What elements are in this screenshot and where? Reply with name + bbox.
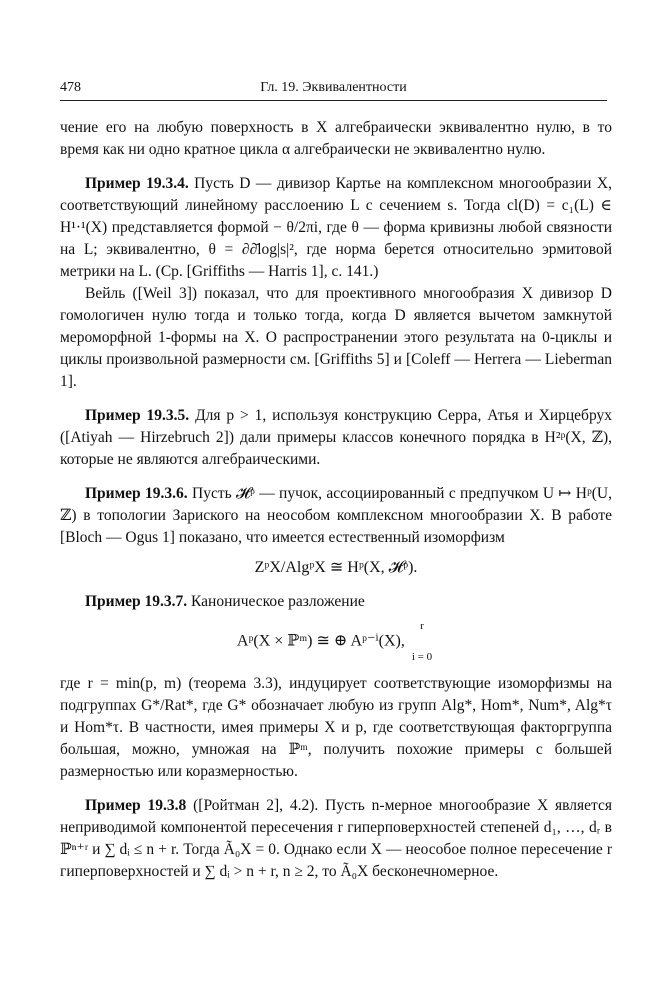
running-header [60, 78, 607, 101]
formula-decomposition [60, 621, 612, 663]
example-19-3-8 [60, 795, 612, 883]
paragraph-decomposition-explanation: где r = min(p, m) (теорема 3.3), индуцирует соответствующие изоморфизмы на подгруппах G*/Rat*, где G* обозначает любую из групп Alg*, Hom*, Num*, Alg*τ и Hom*τ. В частности, имея примеры X и p, где соответствующая факторгруппа большая, можно, умножая на ℙᵐ, получить похожие примеры с большей размерностью или коразмерностью. [60, 675, 612, 780]
example-label: Пример 19.3.6. [85, 485, 188, 502]
example-text: Каноническое разложение [187, 593, 365, 610]
example-19-3-5 [60, 405, 612, 471]
example-text: Пусть 𝓗ᵖ — пучок, ассоциированный с предпучком U ↦ Hᵖ(U, ℤ) в топологии Зариского на неособом комплексном многообразии X. В работе [Bloch — Ogus 1] показано, что имеется естественный изоморфизм [60, 485, 612, 546]
example-label: Пример 19.3.7. [85, 593, 188, 610]
example-text: Пусть D — дивизор Картье на комплексном многообразии X, соответствующий линейному расслоению L с сечением s. Тогда cl(D) = c₁(L) ∈ H¹·¹(X) представляется формой − θ/2πi, где θ — форма кривизны любой связности на L; эквивалентно, θ = ∂∂̄log|s|², где норма берется относительно эрмитовой метрики на L. (Ср. [Griffiths — Harris 1], с. 141.) [60, 175, 612, 280]
formula-text: Aᵖ(X × ℙᵐ) ≅ ⊕ Aᵖ⁻ⁱ(X), [236, 632, 405, 650]
oplus-icon [412, 632, 432, 652]
example-text: ([Ройтман 2], 4.2). Пусть n-мерное многообразие X является неприводимой компонентой пересечения r гиперповерхностей степеней d₁, …, dᵣ в ℙⁿ⁺ʳ и ∑ dᵢ ≤ n + r. Тогда Ã₀X = 0. Однако если X — неособое полное пересечение r гиперповерхностей и ∑ dᵢ > n + r, n ≥ 2, то Ã₀X бесконечномерное. [60, 797, 613, 880]
paragraph-continuation: чение его на любую поверхность в X алгебраически эквивалентно нулю, в то время как ни одно кратное цикла α алгебраически не эквивалентно нулю. [60, 119, 612, 158]
example-label: Пример 19.3.5. [85, 407, 190, 424]
sum-limits [412, 621, 432, 663]
example-19-3-7 [60, 591, 612, 613]
running-title: Гл. 19. Эквивалентности [260, 80, 407, 95]
example-19-3-4 [60, 173, 612, 283]
paragraph-weil: Вейль ([Weil 3]) показал, что для проективного многообразия X дивизор D гомологичен нулю тогда и только тогда, когда D является вычетом замкнутой мероморфной 1-формы на X. О распространении этого результата на 0-циклы и циклы произвольной размерности см. [Griffiths 5] и [Coleff — Herrera — Lieberman 1]. [60, 285, 612, 390]
page-body [60, 117, 612, 883]
sum-lower-limit: i = 0 [411, 651, 433, 663]
page-number: 478 [60, 80, 81, 95]
example-19-3-6 [60, 483, 612, 549]
sum-upper-limit: r [420, 620, 424, 632]
example-label: Пример 19.3.4. [85, 175, 189, 192]
example-text: Для p > 1, используя конструкцию Серра, Атья и Хирцебрух ([Atiyah — Hirzebruch 2]) дали примеры классов конечного порядка в H²ᵖ(X, ℤ), которые не являются алгебраическими. [60, 407, 612, 468]
formula-bloch-ogus: ZᵖX/AlgᵖX ≅ Hᵖ(X, 𝓗ᵖ). [254, 559, 418, 576]
example-label: Пример 19.3.8 [85, 797, 187, 814]
